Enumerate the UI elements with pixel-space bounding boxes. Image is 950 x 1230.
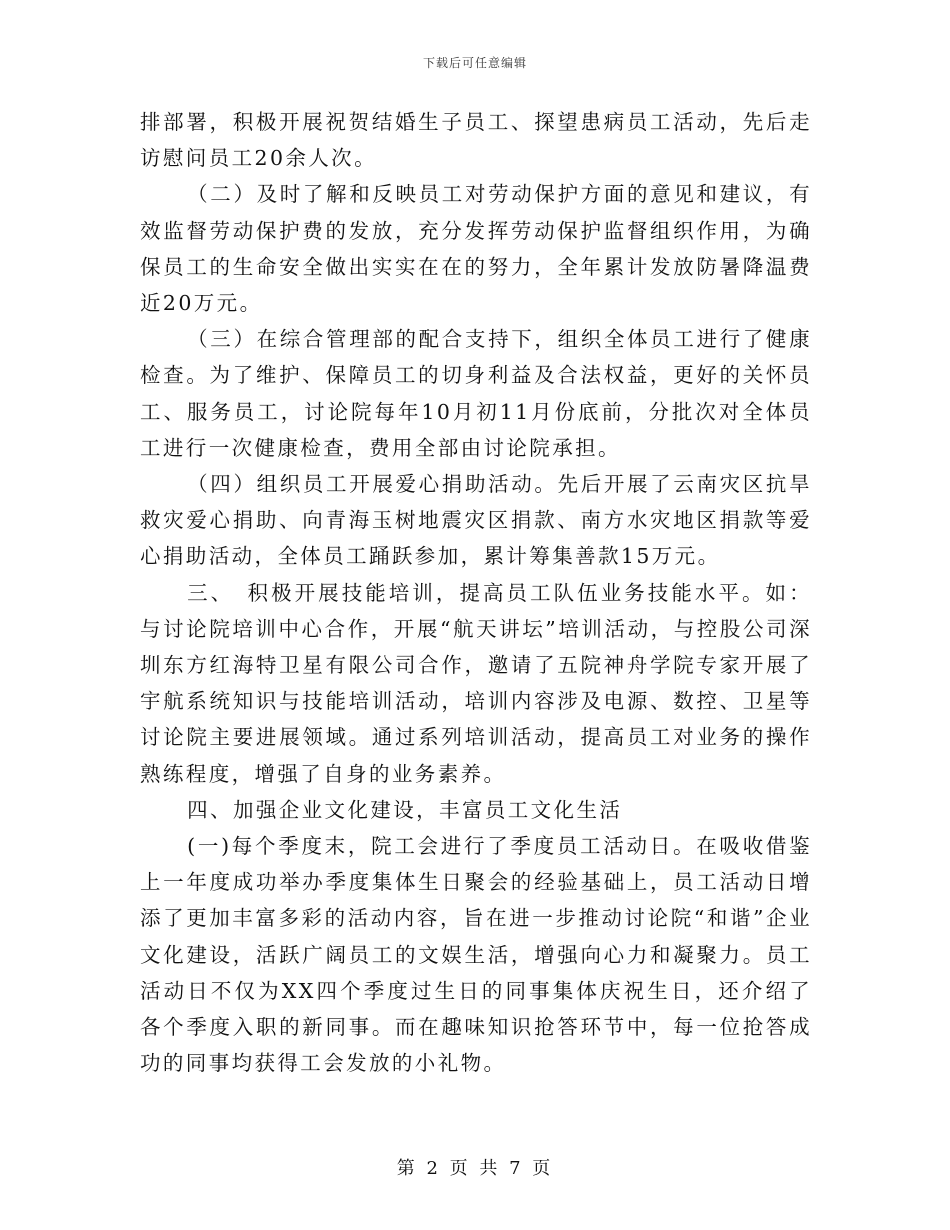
paragraph-skills-training: 三、 积极开展技能培训，提高员工队伍业务技能水平。如：与讨论院培训中心合作，开展“航天讲坛”培训活动，与控股公司深圳东方红海特卫星有限公司合作，邀请了五院神舟学院专家开展了宇航系统知识与技能培训活动，培训内容涉及电源、数控、卫星等讨论院主要进展领域。通过系列培训活动，提高员工对业务的操作熟练程度，增强了自身的业务素养。 — [140, 580, 812, 786]
page-number: 第 2 页 共 7 页 — [396, 1158, 554, 1179]
paragraph-labor-protection: （二）及时了解和反映员工对劳动保护方面的意见和建议，有效监督劳动保护费的发放，充分发挥劳动保护监督组织作用，为确保员工的生命安全做出实实在在的努力，全年累计发放防暑降温费近20万元。 — [140, 182, 812, 316]
section-heading-culture: 四、加强企业文化建设，丰富员工文化生活 — [187, 797, 623, 822]
paragraph-donation: （四）组织员工开展爱心捐助活动。先后开展了云南灾区抗旱救灾爱心捐助、向青海玉树地震灾区捐款、南方水灾地区捐款等爱心捐助活动，全体员工踊跃参加，累计筹集善款15万元。 — [140, 472, 812, 569]
paragraph-activity-day: (一)每个季度末，院工会进行了季度员工活动日。在吸收借鉴上一年度成功举办季度集体生日聚会的经验基础上，员工活动日增添了更加丰富多彩的活动内容，旨在进一步推动讨论院“和谐”企业文化建设，活跃广阔员工的文娱生活，增强向心力和凝聚力。员工活动日不仅为XX四个季度过生日的同事集体庆祝生日，还介绍了各个季度入职的新同事。而在趣味知识抢答环节中，每一位抢答成功的同事均获得工会发放的小礼物。 — [140, 834, 812, 1076]
document-body — [140, 104, 812, 1081]
paragraph-continuation: 排部署，积极开展祝贺结婚生子员工、探望患病员工活动，先后走访慰问员工20余人次。 — [140, 110, 812, 171]
paragraph-health-check: （三）在综合管理部的配合支持下，组织全体员工进行了健康检查。为了维护、保障员工的切身利益及合法权益，更好的关怀员工、服务员工，讨论院每年10月初11月份底前，分批次对全体员工进行一次健康检查，费用全部由讨论院承担。 — [140, 327, 812, 460]
page-header: 下载后可任意编辑 — [422, 56, 527, 70]
